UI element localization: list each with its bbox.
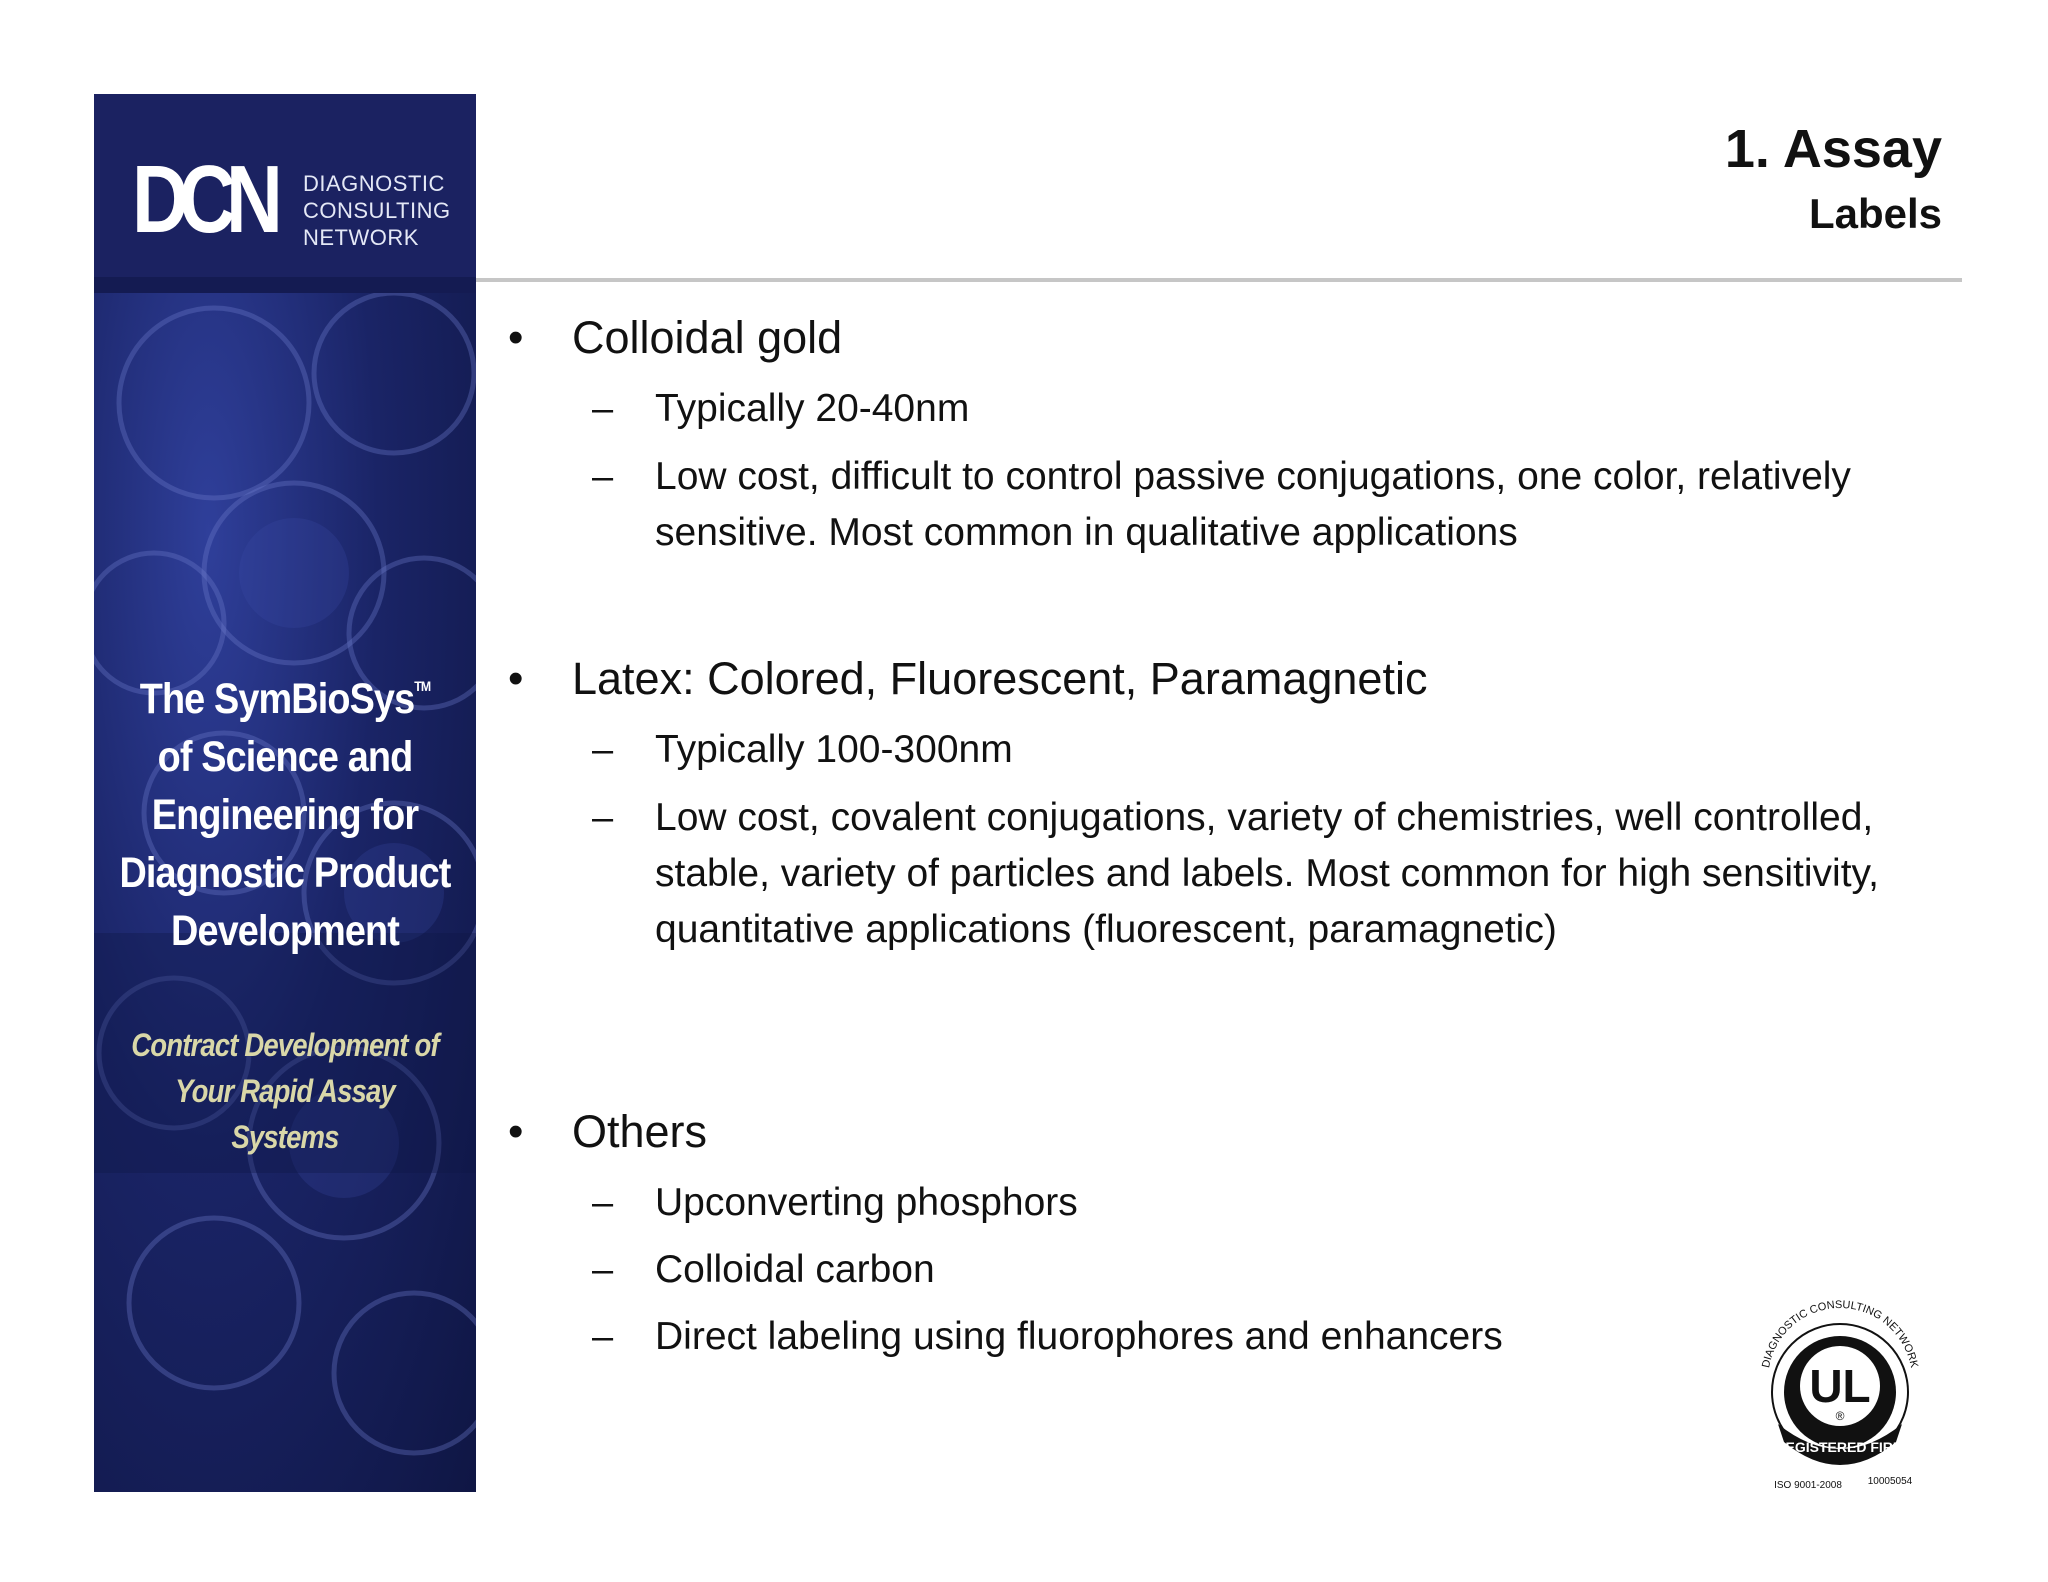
sidebar-tagline bbox=[117, 657, 453, 960]
dash-icon: – bbox=[592, 729, 614, 771]
trademark-mark: TM bbox=[414, 678, 431, 694]
sub-bullet-text: Typically 100-300nm bbox=[655, 728, 1013, 771]
badge-iso-text: ISO 9001-2008 bbox=[1774, 1480, 1842, 1491]
badge-registered-mark: ® bbox=[1835, 1409, 1845, 1423]
dash-icon: – bbox=[592, 1316, 614, 1358]
subtag-line: Your Rapid Assay Systems bbox=[175, 1073, 395, 1155]
sub-bullet-text: Colloidal carbon bbox=[655, 1248, 935, 1291]
logo-block bbox=[94, 94, 476, 277]
sidebar-subtagline bbox=[121, 1022, 450, 1160]
bullet-icon: • bbox=[508, 654, 524, 703]
dcn-logo-mark: DCN bbox=[132, 146, 274, 253]
slide-subtitle: Labels bbox=[1808, 190, 1942, 237]
logo-wordmark bbox=[303, 170, 451, 251]
dash-icon: – bbox=[592, 1182, 614, 1224]
tagline-line: Diagnostic Product bbox=[119, 849, 451, 897]
bullet-text: Others bbox=[572, 1106, 708, 1157]
logo-line: CONSULTING bbox=[303, 198, 451, 223]
bullet-icon: • bbox=[508, 313, 524, 362]
sub-bullet-text: Direct labeling using fluorophores and enhancers bbox=[655, 1315, 1503, 1358]
badge-ring-text: DIAGNOSTIC CONSULTING NETWORK bbox=[1760, 1298, 1920, 1369]
sub-bullet-text: Upconverting phosphors bbox=[655, 1181, 1078, 1224]
bullet-text: Latex: Colored, Fluorescent, Paramagnetic bbox=[572, 653, 1428, 704]
dash-icon: – bbox=[592, 1249, 614, 1291]
badge-band-text: REGISTERED FIRM bbox=[1775, 1439, 1905, 1455]
sub-bullet-text: Low cost, covalent conjugations, variety of chemistries, well controlled, stable, variety of particles and labels. Most common for high sensitivity, quantitative applications (fluorescent, paramagnetic) bbox=[655, 796, 1879, 951]
tagline-line: The SymBioSys bbox=[139, 675, 415, 723]
subtag-line: Contract Development of bbox=[131, 1027, 439, 1063]
header-divider bbox=[476, 278, 1962, 282]
logo-line: NETWORK bbox=[303, 225, 419, 250]
tagline-line: Engineering for bbox=[151, 791, 419, 839]
dash-icon: – bbox=[592, 456, 614, 498]
bullet-text: Colloidal gold bbox=[572, 312, 843, 363]
slide-title: 1. Assay bbox=[1724, 119, 1942, 179]
bullet-icon: • bbox=[508, 1107, 524, 1156]
dash-icon: – bbox=[592, 388, 614, 430]
ul-badge-icon bbox=[1750, 1284, 1930, 1504]
logo-divider bbox=[94, 277, 476, 293]
sub-bullet-text: Typically 20-40nm bbox=[655, 387, 970, 430]
sub-bullet-text: Low cost, difficult to control passive conjugations, one color, relatively sensitive. Most common in qualitative applications bbox=[655, 455, 1851, 554]
tagline-line: Development bbox=[171, 907, 399, 955]
tagline-line: of Science and bbox=[157, 733, 413, 781]
sidebar-banner bbox=[94, 94, 476, 1492]
badge-cert-text: 10005054 bbox=[1867, 1476, 1913, 1487]
ul-registered-firm-badge bbox=[1750, 1284, 1930, 1504]
badge-center-text: UL bbox=[1809, 1360, 1871, 1412]
dash-icon: – bbox=[592, 797, 614, 839]
logo-line: DIAGNOSTIC bbox=[303, 171, 445, 196]
